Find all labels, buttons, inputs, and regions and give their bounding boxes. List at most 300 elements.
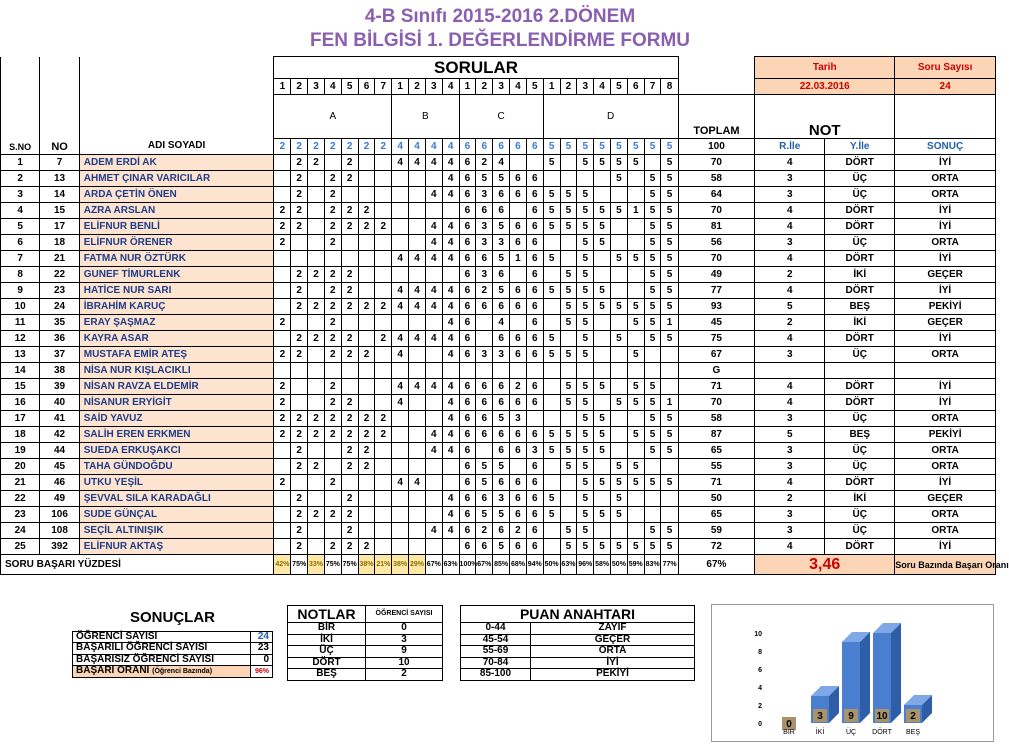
score-cell bbox=[358, 491, 375, 507]
score-cell bbox=[560, 363, 577, 379]
score-cell: 2 bbox=[358, 539, 375, 555]
student-row bbox=[1, 459, 996, 475]
header-row-4 bbox=[1, 139, 996, 155]
score-cell: 2 bbox=[308, 459, 325, 475]
score-cell bbox=[425, 507, 442, 523]
score-cell: 4 bbox=[392, 475, 409, 491]
score-cell bbox=[627, 507, 644, 523]
y-tick-label: 0 bbox=[758, 721, 762, 728]
score-cell: 2 bbox=[510, 523, 527, 539]
score-cell: 6 bbox=[476, 203, 493, 219]
score-cell: 5 bbox=[493, 539, 510, 555]
student-total: 67 bbox=[678, 347, 755, 363]
student-row bbox=[1, 203, 996, 219]
score-cell: 6 bbox=[459, 347, 476, 363]
score-cell: 2 bbox=[291, 219, 308, 235]
notlar-row bbox=[288, 634, 443, 646]
score-cell bbox=[442, 459, 459, 475]
question-number: 4 bbox=[594, 79, 611, 95]
student-no: 24 bbox=[40, 299, 79, 315]
puan-title: PUAN ANAHTARI bbox=[461, 606, 695, 623]
student-sno: 19 bbox=[1, 443, 40, 459]
student-sonuc: ORTA bbox=[895, 459, 996, 475]
student-y-ile: ÜÇ bbox=[825, 443, 895, 459]
score-cell: 2 bbox=[274, 475, 291, 491]
tarih-value: 22.03.2016 bbox=[755, 79, 895, 95]
score-cell: 5 bbox=[543, 283, 560, 299]
score-cell: 5 bbox=[560, 315, 577, 331]
score-cell: 5 bbox=[661, 523, 678, 539]
score-cell bbox=[594, 267, 611, 283]
student-no: 42 bbox=[40, 427, 79, 443]
puan-label: ORTA bbox=[531, 646, 695, 658]
score-cell: 6 bbox=[459, 539, 476, 555]
student-sonuc: İYİ bbox=[895, 475, 996, 491]
score-cell bbox=[358, 395, 375, 411]
score-cell bbox=[425, 539, 442, 555]
student-r-ile: 3 bbox=[755, 443, 825, 459]
score-cell: 2 bbox=[324, 379, 341, 395]
score-cell: 6 bbox=[526, 507, 543, 523]
score-cell: 1 bbox=[627, 203, 644, 219]
grade-distribution-chart bbox=[711, 604, 994, 742]
score-cell: 5 bbox=[611, 475, 628, 491]
score-cell: 5 bbox=[577, 395, 594, 411]
score-cell: 4 bbox=[425, 283, 442, 299]
score-cell: 2 bbox=[291, 347, 308, 363]
student-no: 39 bbox=[40, 379, 79, 395]
score-cell bbox=[274, 251, 291, 267]
score-cell bbox=[526, 411, 543, 427]
name-spacer bbox=[79, 57, 274, 139]
student-row bbox=[1, 443, 996, 459]
student-no: 44 bbox=[40, 443, 79, 459]
student-y-ile: DÖRT bbox=[825, 155, 895, 171]
student-row bbox=[1, 427, 996, 443]
student-total: 81 bbox=[678, 219, 755, 235]
score-cell: 2 bbox=[476, 155, 493, 171]
score-cell: 5 bbox=[644, 395, 661, 411]
student-y-ile: İKİ bbox=[825, 267, 895, 283]
student-sno: 24 bbox=[1, 523, 40, 539]
score-cell: 4 bbox=[442, 219, 459, 235]
score-cell bbox=[543, 379, 560, 395]
score-cell: 2 bbox=[324, 171, 341, 187]
question-points: 2 bbox=[274, 139, 291, 155]
score-cell: 2 bbox=[324, 315, 341, 331]
success-percent: 63% bbox=[442, 555, 459, 575]
score-cell bbox=[611, 283, 628, 299]
puan-label: İYİ bbox=[531, 657, 695, 669]
score-cell: 6 bbox=[510, 235, 527, 251]
score-cell: 5 bbox=[661, 187, 678, 203]
score-cell bbox=[358, 267, 375, 283]
bar-side bbox=[891, 623, 901, 723]
score-cell bbox=[392, 539, 409, 555]
score-cell bbox=[308, 523, 325, 539]
score-cell: 5 bbox=[644, 299, 661, 315]
score-cell: 2 bbox=[324, 507, 341, 523]
question-points: 5 bbox=[594, 139, 611, 155]
score-cell: 2 bbox=[274, 235, 291, 251]
score-cell: 6 bbox=[526, 187, 543, 203]
student-y-ile: DÖRT bbox=[825, 539, 895, 555]
score-cell bbox=[291, 363, 308, 379]
score-cell bbox=[425, 171, 442, 187]
score-cell: 5 bbox=[560, 203, 577, 219]
score-cell bbox=[611, 379, 628, 395]
score-cell bbox=[308, 539, 325, 555]
score-cell: 5 bbox=[661, 331, 678, 347]
score-cell: 4 bbox=[442, 171, 459, 187]
student-sonuc: İYİ bbox=[895, 331, 996, 347]
score-cell bbox=[409, 187, 426, 203]
score-cell bbox=[392, 427, 409, 443]
score-cell: 2 bbox=[308, 411, 325, 427]
score-cell bbox=[392, 443, 409, 459]
basarili-value: 23 bbox=[251, 643, 273, 655]
score-cell bbox=[274, 331, 291, 347]
score-cell: 4 bbox=[493, 155, 510, 171]
question-number: 2 bbox=[291, 79, 308, 95]
score-cell bbox=[308, 235, 325, 251]
score-cell: 6 bbox=[476, 491, 493, 507]
score-cell: 5 bbox=[560, 379, 577, 395]
page-title: 4-B Sınıfı 2015-2016 2.DÖNEM bbox=[364, 6, 636, 27]
score-cell: 4 bbox=[442, 347, 459, 363]
score-cell bbox=[594, 347, 611, 363]
score-cell: 6 bbox=[526, 475, 543, 491]
group-label: B bbox=[392, 95, 459, 139]
score-cell: 6 bbox=[510, 475, 527, 491]
score-cell: 6 bbox=[493, 427, 510, 443]
score-cell: 4 bbox=[442, 411, 459, 427]
score-cell bbox=[543, 267, 560, 283]
score-cell: 2 bbox=[274, 411, 291, 427]
student-name: ADEM ERDİ AK bbox=[79, 155, 274, 171]
score-cell bbox=[442, 267, 459, 283]
student-total: 58 bbox=[678, 171, 755, 187]
score-cell bbox=[611, 235, 628, 251]
score-cell bbox=[274, 459, 291, 475]
score-cell: 6 bbox=[459, 395, 476, 411]
footer-toplam: 67% bbox=[678, 555, 755, 575]
score-cell bbox=[560, 507, 577, 523]
score-cell: 6 bbox=[510, 539, 527, 555]
student-total: 55 bbox=[678, 459, 755, 475]
student-name: TAHA GÜNDOĞDU bbox=[79, 459, 274, 475]
score-cell: 2 bbox=[341, 523, 358, 539]
sno-spacer bbox=[1, 57, 40, 139]
score-cell: 5 bbox=[611, 491, 628, 507]
score-cell: 5 bbox=[611, 331, 628, 347]
score-cell: 5 bbox=[560, 443, 577, 459]
student-y-ile: DÖRT bbox=[825, 251, 895, 267]
student-sno: 11 bbox=[1, 315, 40, 331]
score-cell: 5 bbox=[661, 219, 678, 235]
score-cell: 2 bbox=[341, 395, 358, 411]
score-cell bbox=[543, 171, 560, 187]
score-cell bbox=[409, 363, 426, 379]
score-cell: 5 bbox=[543, 251, 560, 267]
score-cell: 6 bbox=[510, 395, 527, 411]
y-tick-label: 10 bbox=[754, 631, 762, 638]
score-cell: 5 bbox=[661, 475, 678, 491]
student-no: 17 bbox=[40, 219, 79, 235]
group-label: A bbox=[274, 95, 392, 139]
student-sno: 3 bbox=[1, 187, 40, 203]
score-cell: 5 bbox=[661, 235, 678, 251]
r-ile-header: R.İle bbox=[755, 139, 825, 155]
success-percent: 58% bbox=[594, 555, 611, 575]
score-cell bbox=[409, 315, 426, 331]
score-cell: 5 bbox=[594, 235, 611, 251]
score-cell: 6 bbox=[493, 443, 510, 459]
score-cell bbox=[611, 267, 628, 283]
score-cell bbox=[375, 315, 392, 331]
score-cell bbox=[425, 475, 442, 491]
student-y-ile: ÜÇ bbox=[825, 507, 895, 523]
score-cell bbox=[611, 523, 628, 539]
student-sonuc: GEÇER bbox=[895, 315, 996, 331]
score-cell: 5 bbox=[594, 283, 611, 299]
score-cell: 2 bbox=[324, 395, 341, 411]
student-row bbox=[1, 219, 996, 235]
score-cell bbox=[644, 347, 661, 363]
score-cell bbox=[308, 219, 325, 235]
score-cell: 3 bbox=[493, 347, 510, 363]
student-sonuc: PEKİYİ bbox=[895, 427, 996, 443]
student-r-ile: 3 bbox=[755, 411, 825, 427]
score-cell: 5 bbox=[577, 315, 594, 331]
score-cell bbox=[611, 443, 628, 459]
score-cell: 5 bbox=[627, 379, 644, 395]
student-y-ile bbox=[825, 363, 895, 379]
score-cell: 4 bbox=[442, 155, 459, 171]
score-cell bbox=[560, 251, 577, 267]
score-cell bbox=[358, 315, 375, 331]
score-cell: 6 bbox=[476, 427, 493, 443]
score-cell: 5 bbox=[644, 251, 661, 267]
score-cell bbox=[375, 187, 392, 203]
question-number: 4 bbox=[510, 79, 527, 95]
score-cell: 6 bbox=[459, 427, 476, 443]
score-cell bbox=[308, 347, 325, 363]
score-cell bbox=[324, 443, 341, 459]
student-sno: 18 bbox=[1, 427, 40, 443]
score-cell bbox=[425, 267, 442, 283]
score-cell: 5 bbox=[644, 219, 661, 235]
soru-sayisi-value: 24 bbox=[895, 79, 996, 95]
student-sno: 23 bbox=[1, 507, 40, 523]
success-percent: 94% bbox=[526, 555, 543, 575]
score-cell: 5 bbox=[577, 539, 594, 555]
score-cell: 5 bbox=[644, 411, 661, 427]
score-cell bbox=[594, 251, 611, 267]
score-cell: 4 bbox=[392, 283, 409, 299]
notlar-row bbox=[288, 657, 443, 669]
student-r-ile: 2 bbox=[755, 315, 825, 331]
student-no: 14 bbox=[40, 187, 79, 203]
score-cell: 6 bbox=[526, 523, 543, 539]
y-tick-label: 2 bbox=[758, 703, 762, 710]
question-points: 5 bbox=[611, 139, 628, 155]
student-name: ARDA ÇETİN ÖNEN bbox=[79, 187, 274, 203]
score-cell: 5 bbox=[627, 347, 644, 363]
score-cell bbox=[375, 267, 392, 283]
student-no: 45 bbox=[40, 459, 79, 475]
score-cell: 5 bbox=[543, 219, 560, 235]
score-cell: 6 bbox=[476, 411, 493, 427]
success-percent: 33% bbox=[308, 555, 325, 575]
score-cell bbox=[308, 443, 325, 459]
question-points: 5 bbox=[644, 139, 661, 155]
puan-range: 45-54 bbox=[461, 634, 531, 646]
student-sno: 6 bbox=[1, 235, 40, 251]
question-number: 1 bbox=[459, 79, 476, 95]
student-sonuc bbox=[895, 363, 996, 379]
score-cell: 2 bbox=[341, 507, 358, 523]
student-row bbox=[1, 347, 996, 363]
blank-cell bbox=[678, 57, 755, 79]
score-cell: 6 bbox=[493, 331, 510, 347]
score-cell bbox=[560, 171, 577, 187]
student-r-ile: 4 bbox=[755, 155, 825, 171]
score-cell bbox=[308, 475, 325, 491]
notlar-label: BEŞ bbox=[288, 669, 366, 681]
score-cell bbox=[442, 475, 459, 491]
score-cell: 6 bbox=[459, 523, 476, 539]
score-cell: 5 bbox=[594, 427, 611, 443]
student-no: 37 bbox=[40, 347, 79, 363]
score-cell: 5 bbox=[594, 475, 611, 491]
score-cell: 5 bbox=[594, 203, 611, 219]
student-r-ile: 2 bbox=[755, 267, 825, 283]
question-points: 6 bbox=[476, 139, 493, 155]
score-cell bbox=[409, 443, 426, 459]
score-cell bbox=[375, 347, 392, 363]
student-no: 22 bbox=[40, 267, 79, 283]
basari-orani-label: BAŞARI ORANI bbox=[76, 665, 150, 676]
student-name: ŞEVVAL SILA KARADAĞLI bbox=[79, 491, 274, 507]
score-cell: 5 bbox=[577, 267, 594, 283]
student-no: 7 bbox=[40, 155, 79, 171]
score-cell bbox=[543, 235, 560, 251]
student-name: NİSA NUR KIŞLACIKLI bbox=[79, 363, 274, 379]
puan-anahtari-table bbox=[460, 605, 695, 681]
student-row bbox=[1, 315, 996, 331]
score-cell: 5 bbox=[661, 427, 678, 443]
question-number: 5 bbox=[526, 79, 543, 95]
score-cell bbox=[358, 155, 375, 171]
score-cell: 2 bbox=[274, 203, 291, 219]
score-cell: 2 bbox=[324, 539, 341, 555]
score-cell: 6 bbox=[459, 203, 476, 219]
score-cell: 6 bbox=[510, 331, 527, 347]
score-cell: 2 bbox=[308, 507, 325, 523]
score-cell: 6 bbox=[493, 267, 510, 283]
score-cell bbox=[560, 331, 577, 347]
score-cell bbox=[375, 507, 392, 523]
score-cell: 6 bbox=[493, 379, 510, 395]
score-cell: 6 bbox=[526, 235, 543, 251]
score-cell bbox=[425, 459, 442, 475]
question-number: 5 bbox=[341, 79, 358, 95]
score-cell: 5 bbox=[627, 475, 644, 491]
student-total: G bbox=[678, 363, 755, 379]
score-cell: 2 bbox=[291, 507, 308, 523]
score-cell bbox=[274, 491, 291, 507]
score-cell: 5 bbox=[611, 171, 628, 187]
score-cell: 4 bbox=[425, 523, 442, 539]
puan-row bbox=[461, 646, 695, 658]
score-cell: 5 bbox=[493, 251, 510, 267]
group-label: D bbox=[543, 95, 678, 139]
student-y-ile: İKİ bbox=[825, 315, 895, 331]
score-cell: 5 bbox=[611, 459, 628, 475]
score-cell bbox=[341, 251, 358, 267]
student-name: NİSANUR ERYİGİT bbox=[79, 395, 274, 411]
score-cell: 3 bbox=[510, 411, 527, 427]
score-cell: 2 bbox=[341, 299, 358, 315]
class-average: 3,46 bbox=[755, 555, 895, 575]
score-cell: 5 bbox=[577, 203, 594, 219]
score-cell: 6 bbox=[459, 235, 476, 251]
score-cell: 5 bbox=[594, 411, 611, 427]
student-no: 15 bbox=[40, 203, 79, 219]
score-cell bbox=[627, 491, 644, 507]
question-points: 2 bbox=[375, 139, 392, 155]
score-cell bbox=[409, 347, 426, 363]
score-cell: 5 bbox=[644, 315, 661, 331]
student-no: 41 bbox=[40, 411, 79, 427]
score-cell: 6 bbox=[476, 539, 493, 555]
score-cell: 5 bbox=[644, 523, 661, 539]
score-cell: 5 bbox=[644, 331, 661, 347]
score-cell: 5 bbox=[560, 523, 577, 539]
student-no: 23 bbox=[40, 283, 79, 299]
student-sonuc: İYİ bbox=[895, 251, 996, 267]
notlar-value: 9 bbox=[366, 646, 443, 658]
sonuclar-title: SONUÇLAR bbox=[130, 608, 215, 626]
score-cell bbox=[341, 187, 358, 203]
score-cell bbox=[274, 155, 291, 171]
score-cell: 2 bbox=[358, 299, 375, 315]
score-cell: 5 bbox=[594, 155, 611, 171]
question-points: 2 bbox=[291, 139, 308, 155]
student-row bbox=[1, 235, 996, 251]
score-cell: 3 bbox=[476, 235, 493, 251]
score-cell: 4 bbox=[442, 491, 459, 507]
student-no: 36 bbox=[40, 331, 79, 347]
student-y-ile: İKİ bbox=[825, 491, 895, 507]
score-cell: 6 bbox=[510, 507, 527, 523]
question-points: 5 bbox=[560, 139, 577, 155]
student-no: 13 bbox=[40, 171, 79, 187]
score-cell bbox=[644, 491, 661, 507]
question-number: 3 bbox=[493, 79, 510, 95]
score-cell: 6 bbox=[493, 203, 510, 219]
score-cell: 6 bbox=[459, 155, 476, 171]
score-cell: 3 bbox=[493, 491, 510, 507]
score-cell bbox=[510, 267, 527, 283]
score-cell: 5 bbox=[543, 155, 560, 171]
question-number: 2 bbox=[560, 79, 577, 95]
score-cell bbox=[594, 523, 611, 539]
score-cell bbox=[409, 411, 426, 427]
score-cell: 2 bbox=[291, 523, 308, 539]
score-cell bbox=[308, 251, 325, 267]
